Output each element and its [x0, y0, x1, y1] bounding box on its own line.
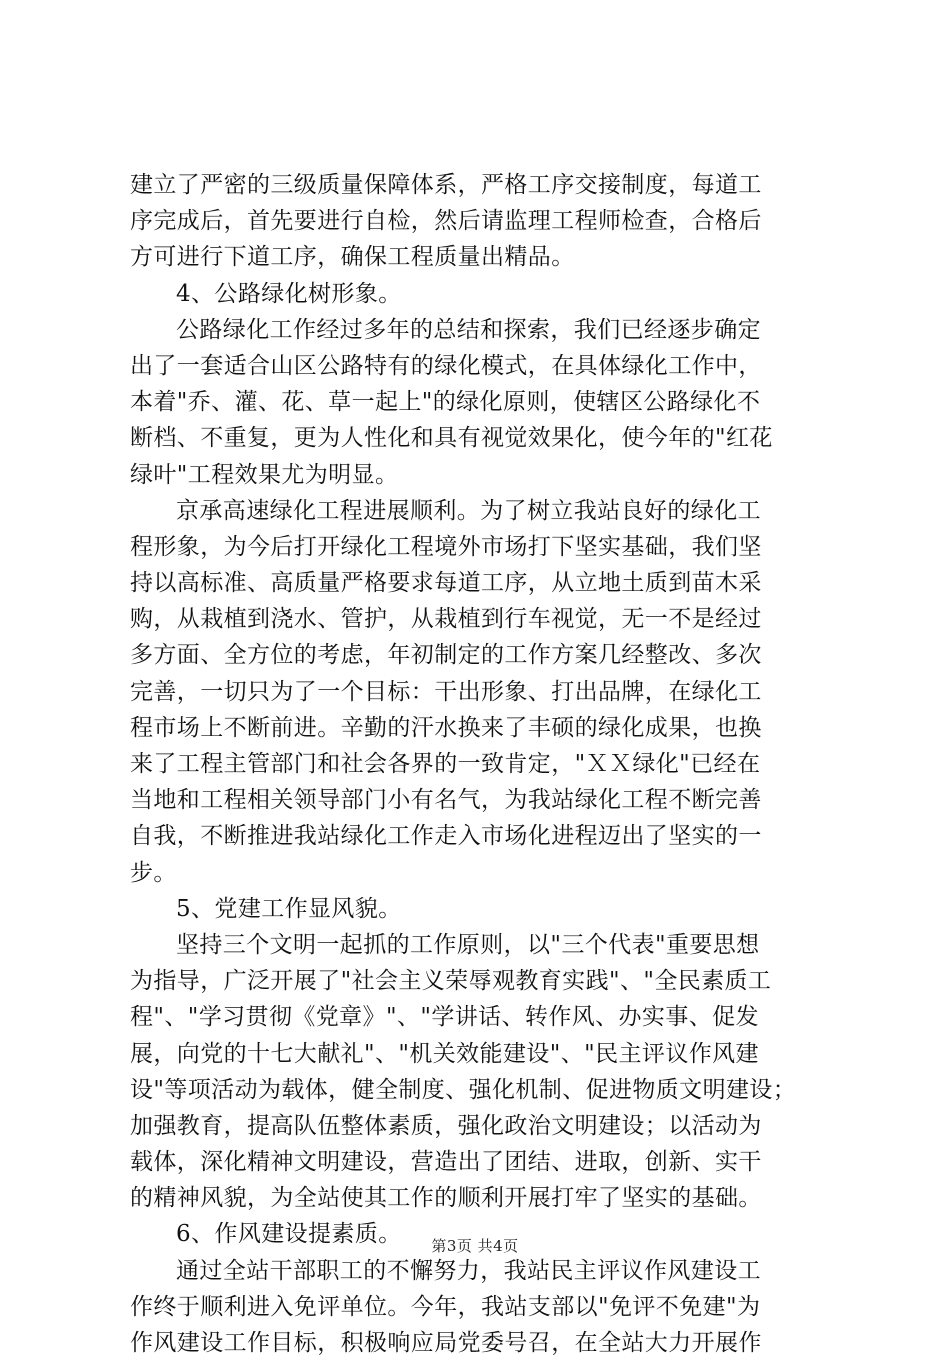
text-line: 设"等项活动为载体，健全制度、强化机制、促进物质文明建设； — [130, 1076, 797, 1103]
text-line: 京承高速绿化工程进展顺利。为了树立我站良好的绿化工 — [176, 497, 761, 524]
text-line: 持以高标准、高质量严格要求每道工序，从立地土质到苗木采 — [130, 570, 762, 597]
text-line: 完善，一切只为了一个目标：干出形象、打出品牌，在绿化工 — [130, 678, 762, 705]
text-line: 程"、"学习贯彻《党章》"、"学讲话、转作风、办实事、促发 — [130, 1004, 759, 1031]
text-line: 4、公路绿化树形象。 — [176, 280, 402, 307]
text-line: 展，向党的十七大献礼"、"机关效能建设"、"民主评议作风建 — [130, 1040, 759, 1067]
text-line: 来了工程主管部门和社会各界的一致肯定，"ＸＸ绿化"已经在 — [130, 751, 761, 777]
text-line: 坚持三个文明一起抓的工作原则，以"三个代表"重要思想 — [176, 931, 760, 958]
text-line: 的精神风貌，为全站使其工作的顺利开展打牢了坚实的基础。 — [130, 1185, 762, 1212]
text-line: 载体，深化精神文明建设，营造出了团结、进取，创新、实干 — [130, 1149, 762, 1176]
text-line: 方可进行下道工序，确保工程质量出精品。 — [130, 244, 575, 271]
text-line: 购，从栽植到浇水、管护，从栽植到行车视觉，无一不是经过 — [130, 606, 762, 633]
text-line: 自我，不断推进我站绿化工作走入市场化进程迈出了坚实的一 — [130, 823, 762, 850]
page-footer: 第3页 共4页 — [431, 1237, 519, 1255]
text-line: 建立了严密的三级质量保障体系，严格工序交接制度，每道工 — [130, 172, 762, 198]
text-line: 出了一套适合山区公路特有的绿化模式，在具体绿化工作中， — [130, 352, 762, 379]
document-body — [130, 167, 830, 1361]
text-line: 绿叶"工程效果尤为明显。 — [130, 461, 399, 488]
text-line: 作终于顺利进入免评单位。今年，我站支部以"免评不免建"为 — [130, 1293, 761, 1320]
text-line: 为指导，广泛开展了"社会主义荣辱观教育实践"、"全民素质工 — [130, 968, 772, 995]
text-line: 6、作风建设提素质。 — [176, 1221, 402, 1248]
text-line: 程形象，为今后打开绿化工程境外市场打下坚实基础，我们坚 — [130, 533, 762, 560]
text-line: 当地和工程相关领导部门小有名气，为我站绿化工程不断完善 — [130, 787, 762, 814]
text-line: 断档、不重复，更为人性化和具有视觉效果化，使今年的"红花 — [130, 425, 773, 452]
text-line: 多方面、全方位的考虑，年初制定的工作方案几经整改、多次 — [130, 642, 762, 669]
text-line: 序完成后，首先要进行自检，然后请监理工程师检查，合格后 — [130, 208, 762, 235]
text-line: 5、党建工作显风貌。 — [176, 895, 402, 922]
text-line: 步。 — [130, 859, 177, 886]
text-line: 公路绿化工作经过多年的总结和探索，我们已经逐步确定 — [176, 316, 761, 343]
text-line: 通过全站干部职工的不懈努力，我站民主评议作风建设工 — [176, 1257, 761, 1284]
text-line: 程市场上不断前进。辛勤的汗水换来了丰硕的绿化成果，也换 — [130, 714, 762, 741]
text-line: 作风建设工作目标，积极响应局党委号召，在全站大力开展作 — [130, 1330, 762, 1356]
text-line: 加强教育，提高队伍整体素质，强化政治文明建设；以活动为 — [130, 1112, 762, 1139]
text-line: 本着"乔、灌、花、草一起上"的绿化原则，使辖区公路绿化不 — [130, 389, 761, 416]
